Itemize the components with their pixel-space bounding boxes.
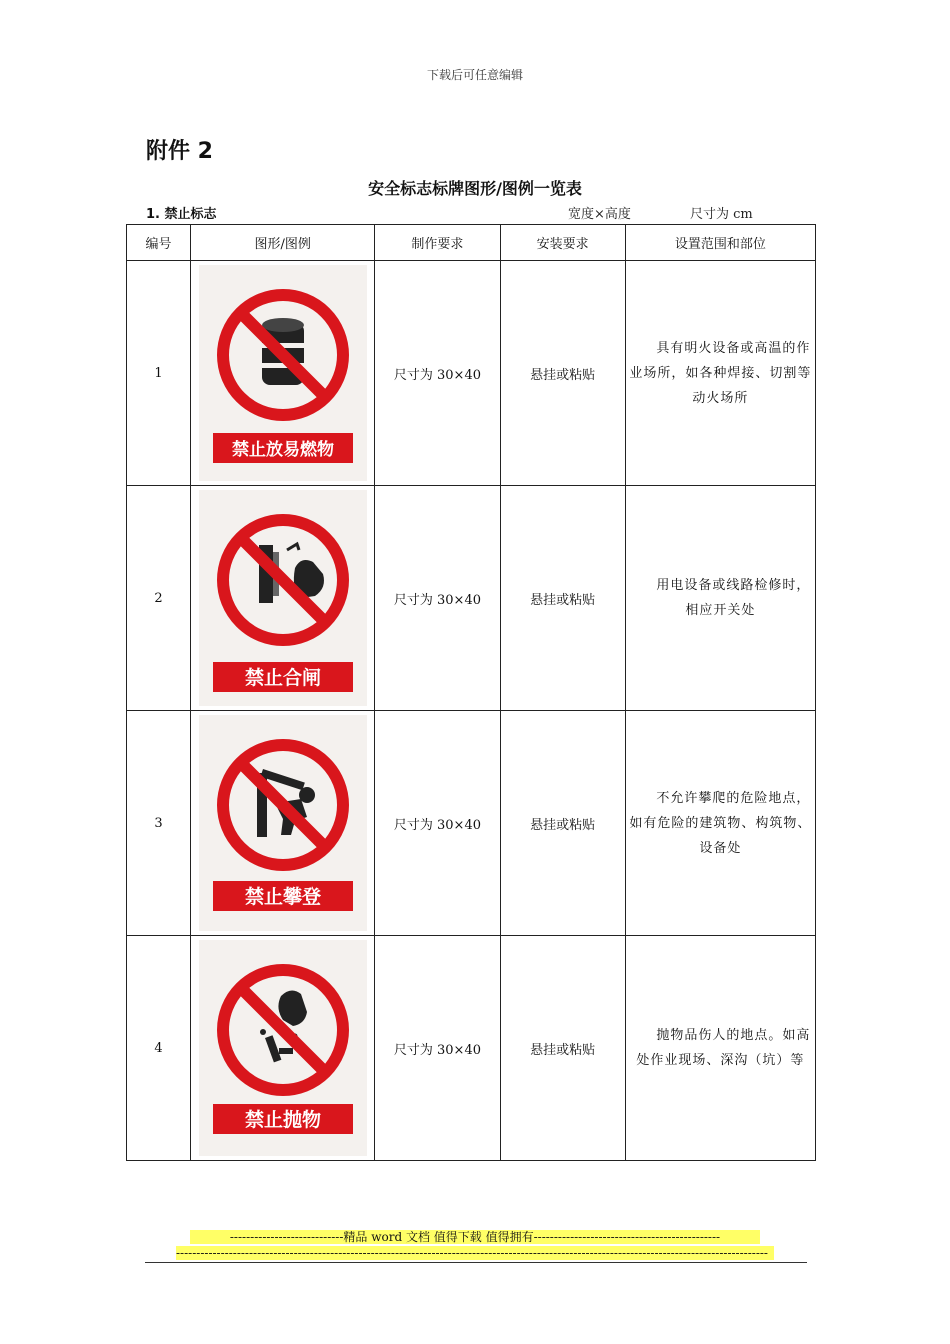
- scope-text: 用电设备或线路检修时，相应开关处: [656, 578, 811, 618]
- table-header-row: [127, 225, 816, 261]
- sign-label: 禁止攀登: [244, 886, 321, 908]
- attachment-label: 附件 2: [146, 139, 213, 164]
- prohibition-sign: [199, 265, 367, 481]
- prohibition-sign: [199, 490, 367, 706]
- header-graphic: 图形/图例: [191, 225, 375, 261]
- footer-rule: [145, 1262, 807, 1263]
- scope-text: 不允许攀爬的危险地点，如有危险的建筑物、构筑物、设备处: [629, 790, 812, 856]
- install-requirement: 悬挂或粘贴: [500, 936, 625, 1161]
- header-install: 安装要求: [500, 225, 625, 261]
- prohibition-sign: [199, 940, 367, 1156]
- footer-dash-line: --------------------------------------------------------------------------------------------------------------------------------------------------: [176, 1246, 774, 1260]
- header-make: 制作要求: [375, 225, 500, 261]
- scope-cell: [625, 261, 815, 486]
- row-number: 1: [127, 261, 191, 486]
- header-no: 编号: [127, 225, 191, 261]
- dimension-note: 宽度×高度: [568, 207, 631, 222]
- scope-text: 抛物品伤人的地点。如高处作业现场、深沟（坑）等: [636, 1028, 811, 1068]
- footer-banner: ----------------------------精品 word 文档 值得下载 值得拥有----------------------------------------------: [190, 1230, 760, 1244]
- sign-cell: [191, 711, 375, 936]
- make-requirement: 尺寸为 30×40: [375, 711, 500, 936]
- table-row: [127, 261, 816, 486]
- scope-text: 具有明火设备或高温的作业场所，如各种焊接、切割等动火场所: [629, 340, 812, 406]
- make-requirement: 尺寸为 30×40: [375, 486, 500, 711]
- section-label: 1. 禁止标志: [146, 207, 217, 222]
- header-note: 下载后可任意编辑: [426, 68, 523, 82]
- scope-cell: [625, 936, 815, 1161]
- row-number: 2: [127, 486, 191, 711]
- install-requirement: 悬挂或粘贴: [500, 711, 625, 936]
- sign-label: 禁止合闸: [244, 667, 321, 689]
- prohibition-sign: [199, 715, 367, 931]
- header-scope: 设置范围和部位: [625, 225, 815, 261]
- signs-table: [126, 224, 816, 1161]
- sign-label: 禁止抛物: [244, 1109, 321, 1131]
- install-requirement: 悬挂或粘贴: [500, 261, 625, 486]
- row-number: 3: [127, 711, 191, 936]
- sign-label: 禁止放易燃物: [231, 440, 334, 460]
- table-row: [127, 486, 816, 711]
- make-requirement: 尺寸为 30×40: [375, 261, 500, 486]
- sign-cell: [191, 261, 375, 486]
- table-row: [127, 711, 816, 936]
- table-row: [127, 936, 816, 1161]
- make-requirement: 尺寸为 30×40: [375, 936, 500, 1161]
- scope-cell: [625, 711, 815, 936]
- row-number: 4: [127, 936, 191, 1161]
- sign-cell: [191, 936, 375, 1161]
- install-requirement: 悬挂或粘贴: [500, 486, 625, 711]
- scope-cell: [625, 486, 815, 711]
- sign-cell: [191, 486, 375, 711]
- document-title: 安全标志标牌图形/图例一览表: [368, 179, 582, 198]
- unit-note: 尺寸为 cm: [690, 207, 753, 222]
